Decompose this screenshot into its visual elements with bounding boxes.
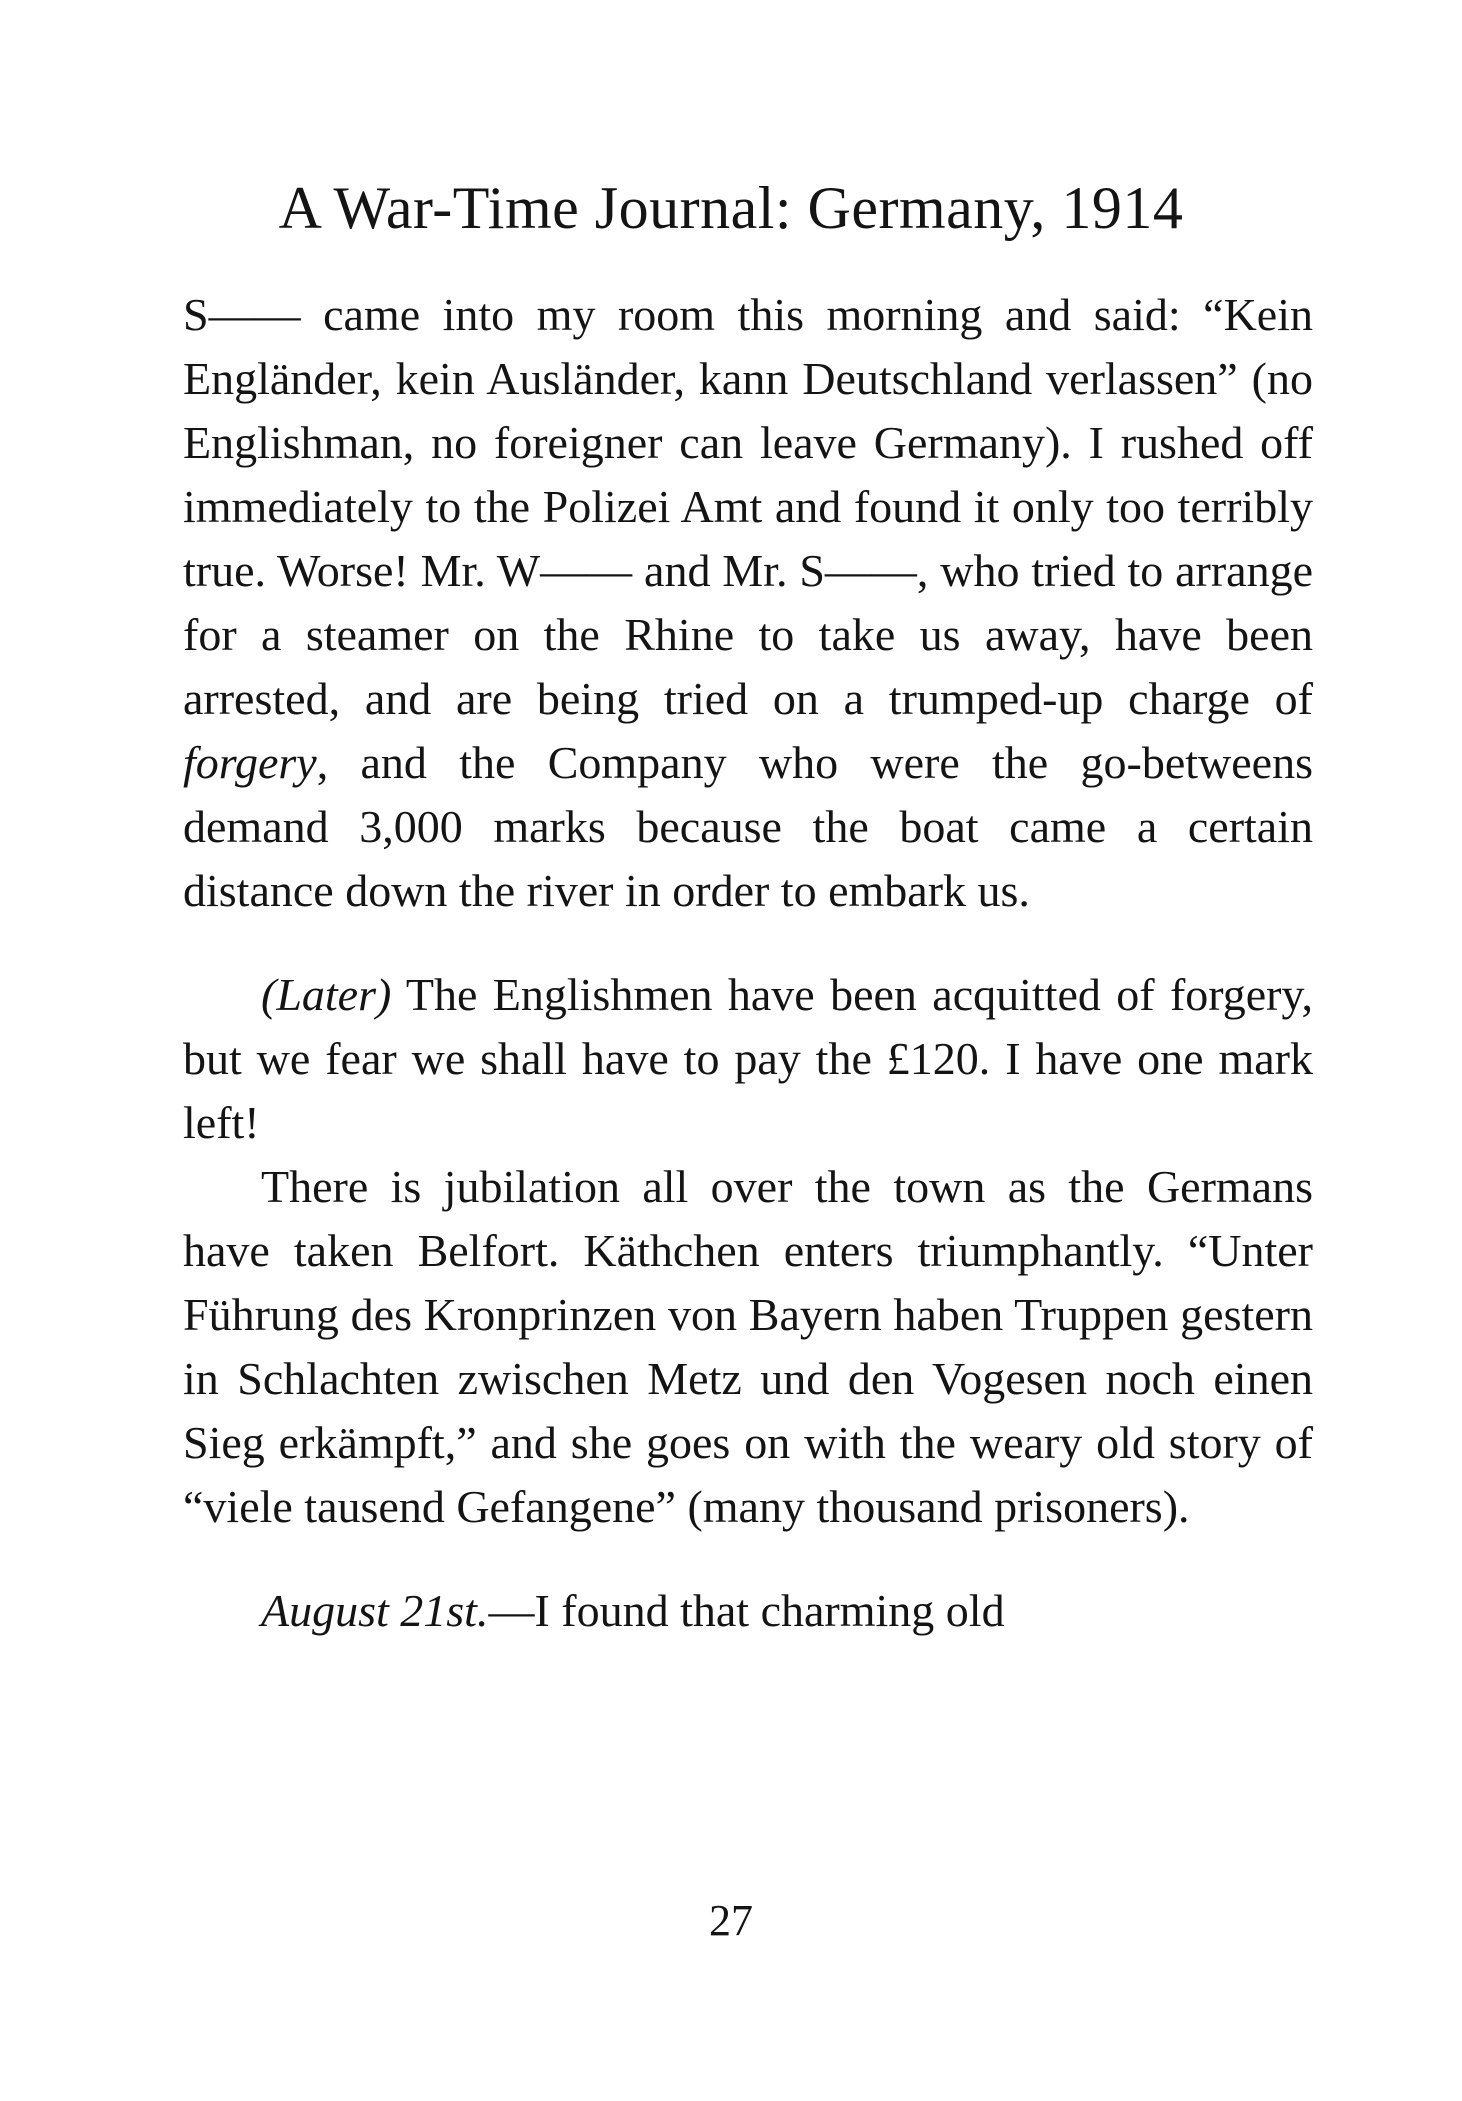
paragraph-1-ending: , and the Company who were the go-betweens demand 3,000 marks because the boat came a certain distance down the river in order to embark us. <box>183 737 1313 916</box>
paragraph-gap <box>183 923 1313 963</box>
running-head: A War-Time Journal: Germany, 1914 <box>278 175 1184 241</box>
paragraph-1-emphasis: forgery <box>183 737 317 788</box>
page-number: 27 <box>709 1896 753 1945</box>
paragraph-august-text: —I found that charming old <box>488 1585 1005 1636</box>
paragraph-1-text: S—— came into my room this morning and said: “Kein Engländer, kein Ausländer, kann Deutschland verlassen” (no Englishman, no foreigner can leave Germany). I rushed off immediately to the Polizei Amt and found it only too terribly true. Worse! Mr. W—— and Mr. S——, who tried to arrange for a steamer on the Rhine to take us away, have been arrested, and are being tried on a trumped-up charge of <box>183 289 1313 724</box>
paragraph-later-text: The Englishmen have been acquitted of forgery, but we fear we shall have to pay the £120. I have one mark left! <box>183 969 1313 1148</box>
paragraph-later-label: (Later) <box>261 969 392 1020</box>
paragraph-jubilation: There is jubilation all over the town as the Germans have taken Belfort. Käthchen enters triumphantly. “Unter Führung des Kronprinzen von Bayern haben Truppen gestern in Schlachten zwischen Metz und den Vogesen noch einen Sieg erkämpft,” and she goes on with the weary old story of “viele tausend Gefangene” (many thousand prisoners). <box>183 1161 1313 1532</box>
paragraph-gap <box>183 1539 1313 1579</box>
paragraph-august <box>183 1579 1313 1643</box>
body-text <box>183 283 1313 1643</box>
paragraph-later <box>183 963 1313 1155</box>
entry-date: August 21st. <box>261 1585 489 1636</box>
paragraph-1 <box>183 283 1313 923</box>
